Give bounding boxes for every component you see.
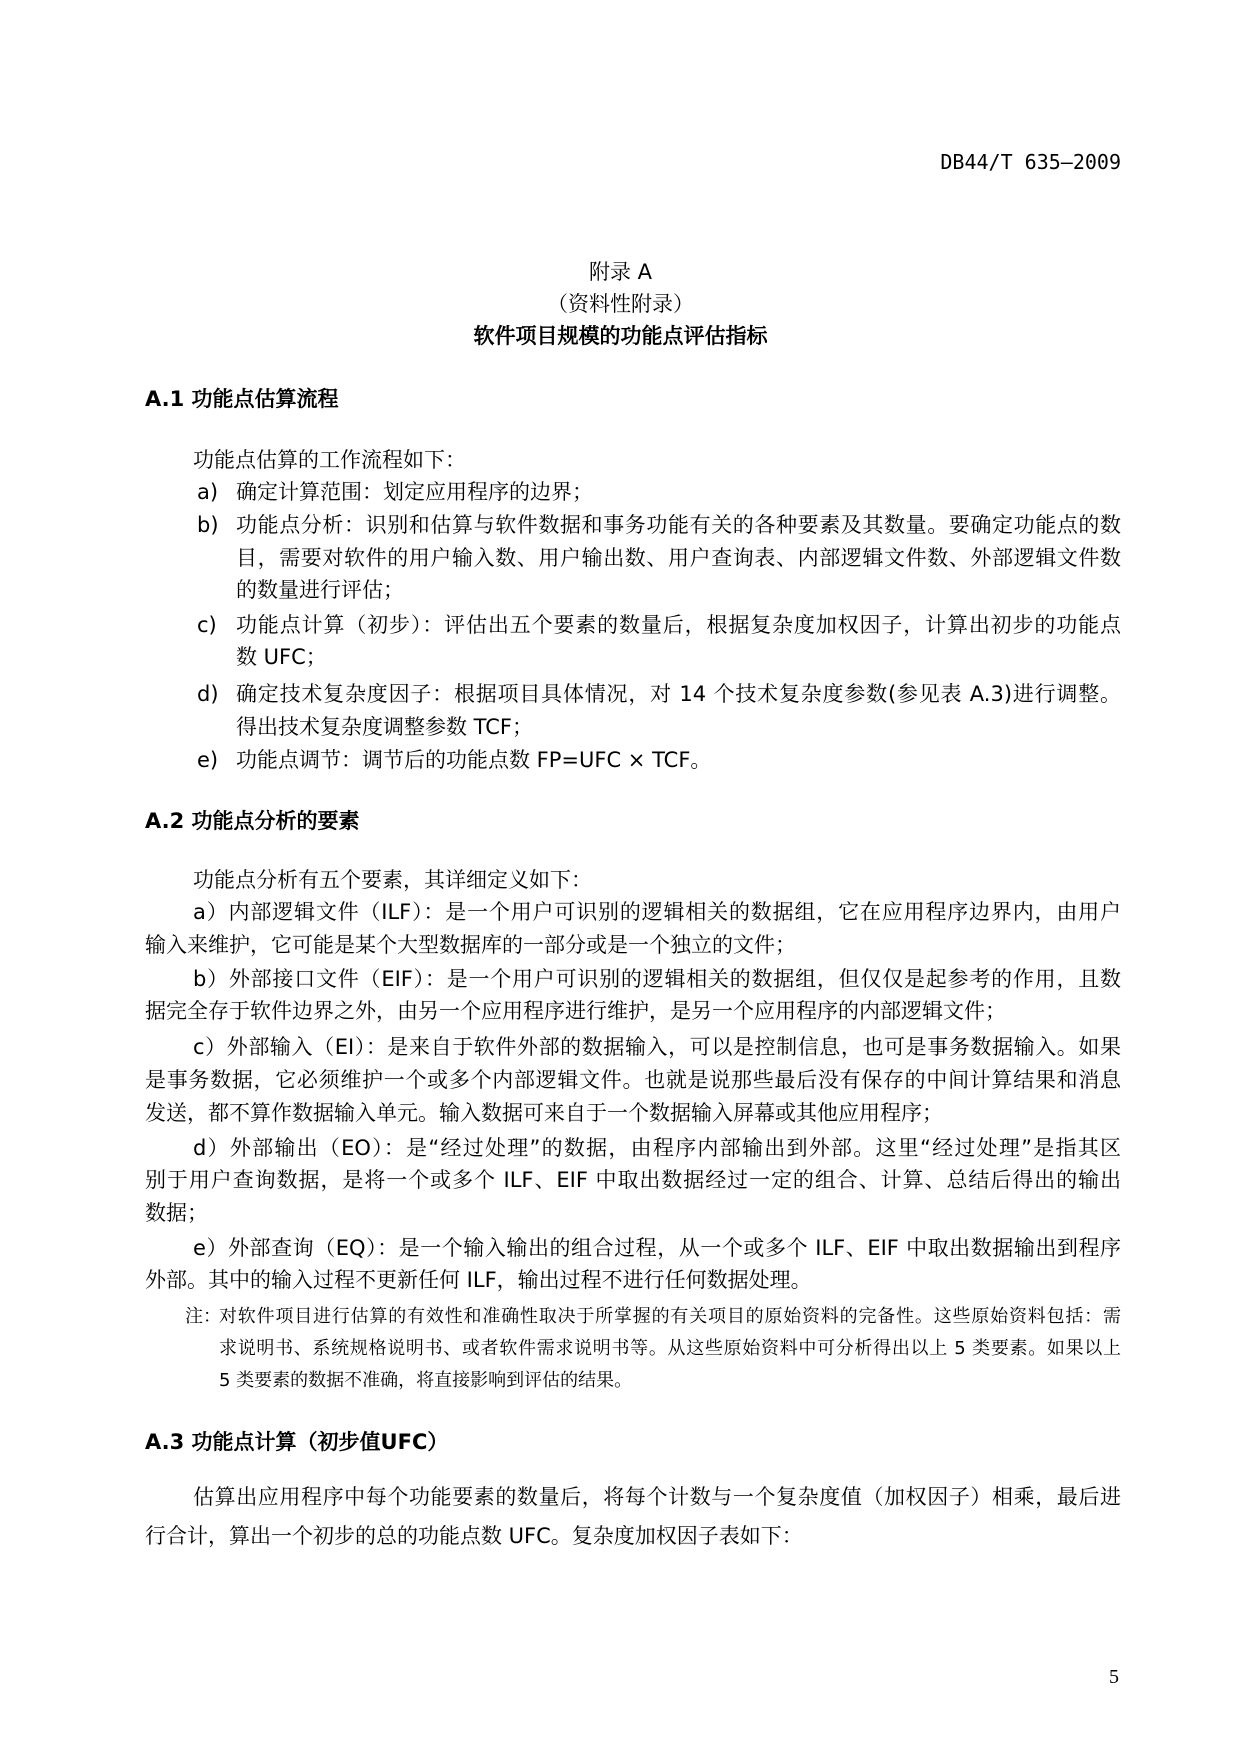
note-line: 5 类要素的数据不准确，将直接影响到评估的结果。	[219, 1370, 633, 1391]
paragraph-line: 数据；	[145, 1201, 208, 1225]
list-item-line: 确定技术复杂度因子：根据项目具体情况，对 14 个技术复杂度参数(参见表 A.3)进行调整。	[236, 682, 1121, 706]
document-code: DB44/T 635—2009	[940, 150, 1121, 174]
list-item-line: 功能点调节：调节后的功能点数 FP=UFC × TCF。	[236, 748, 712, 772]
paragraph-line: 功能点分析有五个要素，其详细定义如下：	[193, 868, 592, 892]
section-heading-a1: A.1 功能点估算流程	[145, 387, 339, 411]
list-item-line: 得出技术复杂度调整参数 TCF；	[236, 715, 534, 739]
section-heading-a2: A.2 功能点分析的要素	[145, 809, 360, 833]
list-item-line: 的数量进行评估；	[236, 578, 404, 602]
paragraph-line: 别于用户查询数据，是将一个或多个 ILF、EIF 中取出数据经过一定的组合、计算、总结后得出的输出	[145, 1168, 1121, 1192]
paragraph-line: b）外部接口文件（EIF）：是一个用户可识别的逻辑相关的数据组，但仅仅是起参考的作用，且数	[193, 967, 1121, 991]
list-marker: b)	[197, 513, 219, 537]
paragraph-line: c）外部输入（EI）：是来自于软件外部的数据输入，可以是控制信息，也可是事务数据输入。如果	[193, 1035, 1121, 1059]
list-item-line: 功能点计算（初步）：评估出五个要素的数量后，根据复杂度加权因子，计算出初步的功能点	[236, 613, 1121, 637]
annex-type: （资料性附录）	[547, 292, 694, 316]
paragraph-line: 行合计，算出一个初步的总的功能点数 UFC。复杂度加权因子表如下：	[145, 1524, 803, 1548]
list-marker: d)	[197, 682, 219, 706]
annex-title: 软件项目规模的功能点评估指标	[473, 324, 768, 348]
list-marker: c)	[197, 613, 217, 637]
paragraph-line: 输入来维护，它可能是某个大型数据库的一部分或是一个独立的文件；	[145, 933, 796, 957]
annex-label: 附录 A	[588, 260, 653, 284]
list-marker: e)	[197, 748, 219, 772]
paragraph-line: e）外部查询（EQ）：是一个输入输出的组合过程，从一个或多个 ILF、EIF 中取出数据输出到程序	[193, 1236, 1121, 1260]
paragraph-line: 功能点估算的工作流程如下：	[193, 448, 466, 472]
page-number: 5	[1109, 1666, 1119, 1688]
note-line: 求说明书、系统规格说明书、或者软件需求说明书等。从这些原始资料中可分析得出以上 5 类要素。如果以上	[219, 1338, 1121, 1359]
note-label: 注：	[185, 1306, 221, 1327]
paragraph-line: 据完全存于软件边界之外，由另一个应用程序进行维护，是另一个应用程序的内部逻辑文件；	[145, 999, 1006, 1023]
paragraph-line: 外部。其中的输入过程不更新任何 ILF，输出过程不进行任何数据处理。	[145, 1268, 812, 1292]
list-item-line: 数 UFC；	[236, 645, 327, 669]
paragraph-line: d）外部输出（EO）：是“经过处理”的数据，由程序内部输出到外部。这里“经过处理”是指其区	[193, 1136, 1121, 1160]
list-item-line: 目，需要对软件的用户输入数、用户输出数、用户查询表、内部逻辑文件数、外部逻辑文件数	[236, 546, 1121, 570]
section-heading-a3: A.3 功能点计算（初步值UFC）	[145, 1430, 449, 1454]
paragraph-line: 发送，都不算作数据输入单元。输入数据可来自于一个数据输入屏幕或其他应用程序；	[145, 1101, 943, 1125]
list-item-line: 功能点分析：识别和估算与软件数据和事务功能有关的各种要素及其数量。要确定功能点的数	[236, 513, 1121, 537]
paragraph-line: 估算出应用程序中每个功能要素的数量后，将每个计数与一个复杂度值（加权因子）相乘，最后进	[193, 1485, 1121, 1509]
list-item-line: 确定计算范围：划定应用程序的边界；	[236, 480, 593, 504]
paragraph-line: a）内部逻辑文件（ILF）：是一个用户可识别的逻辑相关的数据组，它在应用程序边界内，由用户	[193, 900, 1121, 924]
note-line: 对软件项目进行估算的有效性和准确性取决于所掌握的有关项目的原始资料的完备性。这些原始资料包括：需	[219, 1306, 1121, 1327]
paragraph-line: 是事务数据，它必须维护一个或多个内部逻辑文件。也就是说那些最后没有保存的中间计算结果和消息	[145, 1068, 1121, 1092]
list-marker: a)	[197, 480, 219, 504]
